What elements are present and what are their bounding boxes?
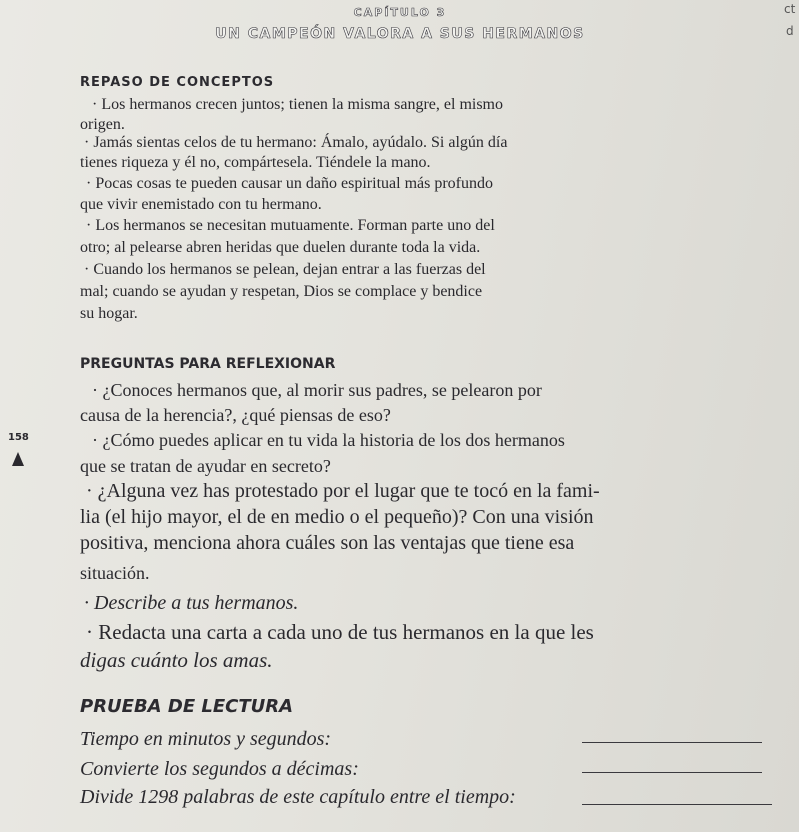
- question-line: · ¿Cómo puedes aplicar en tu vida la historia de los dos hermanos: [92, 430, 565, 450]
- concept-line: mal; cuando se ayudan y respetan, Dios se complace y bendice: [80, 283, 483, 300]
- concept-line: tienes riqueza y él no, compártesela. Tiéndele la mano.: [80, 154, 431, 171]
- question-line: que se tratan de ayudar en secreto?: [80, 456, 331, 476]
- reading-test-item: Divide 1298 palabras de este capítulo entre el tiempo:: [80, 786, 516, 808]
- question-line: digas cuánto los amas.: [80, 648, 273, 672]
- corner-text: ct: [784, 2, 796, 16]
- concept-line: · Cuando los hermanos se pelean, dejan entrar a las fuerzas del: [84, 261, 486, 278]
- question-line: · ¿Conoces hermanos que, al morir sus padres, se pelearon por: [92, 380, 542, 400]
- concept-line: otro; al pelearse abren heridas que duelen durante toda la vida.: [80, 239, 481, 256]
- corner-text: d: [786, 24, 794, 38]
- concept-line: · Pocas cosas te pueden causar un daño espiritual más profundo: [86, 175, 493, 192]
- question-line: · ¿Alguna vez has protestado por el lugar que te tocó en la fami-: [86, 480, 600, 502]
- page-marker-icon: [12, 452, 24, 466]
- reading-test-item: Convierte los segundos a décimas:: [80, 758, 359, 780]
- page-number: 158: [8, 432, 29, 443]
- question-line: · Redacta una carta a cada uno de tus hermanos en la que les: [86, 620, 594, 644]
- question-line: positiva, menciona ahora cuáles son las ventajas que tiene esa: [80, 532, 575, 554]
- reading-test-item: Tiempo en minutos y segundos:: [80, 728, 332, 750]
- concept-line: origen.: [80, 116, 125, 133]
- question-line: situación.: [80, 563, 150, 583]
- answer-blank[interactable]: [582, 804, 772, 805]
- section-heading-prueba: PRUEBA DE LECTURA: [80, 696, 294, 717]
- concept-line: · Los hermanos crecen juntos; tienen la misma sangre, el mismo: [92, 96, 503, 113]
- answer-blank[interactable]: [582, 742, 762, 743]
- concept-line: su hogar.: [80, 305, 138, 322]
- section-heading-preguntas: PREGUNTAS PARA REFLEXIONAR: [80, 356, 336, 372]
- question-line: causa de la herencia?, ¿qué piensas de eso?: [80, 405, 391, 425]
- concept-line: que vivir enemistado con tu hermano.: [80, 196, 322, 213]
- section-heading-repaso: REPASO DE CONCEPTOS: [80, 75, 275, 90]
- answer-blank[interactable]: [582, 772, 762, 773]
- question-line: · Describe a tus hermanos.: [84, 592, 299, 614]
- concept-line: · Jamás sientas celos de tu hermano: Ámalo, ayúdalo. Si algún día: [84, 134, 508, 151]
- question-line: lia (el hijo mayor, el de en medio o el pequeño)? Con una visión: [80, 506, 594, 528]
- chapter-label: CAPÍTULO 3: [353, 6, 447, 19]
- concept-line: · Los hermanos se necesitan mutuamente. Forman parte uno del: [86, 217, 495, 234]
- chapter-title: UN CAMPEÓN VALORA A SUS HERMANOS: [215, 26, 585, 42]
